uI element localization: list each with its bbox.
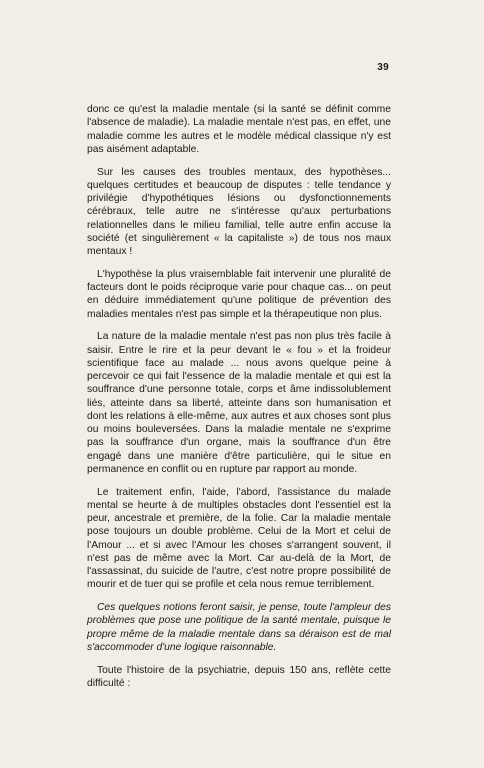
paragraph-nature: La nature de la maladie mentale n'est pas non plus très facile à saisir. Entre le rire et la peur devant le « fou » et la froideur scientifique face au malade ... nous avons quelque peine à percevoir ce qui fait l'essence de la maladie mentale et qui est la souffrance d'une personne totale, corps et âme indissolublement liés, atteinte dans sa liberté, atteinte dans son humanisation et dont les relations à elle-même, aux autres et aux choses sont plus ou moins bouleversées. Dans la maladie mentale ne s'exprime pas la souffrance d'un organe, mais la souffrance d'un être engagé dans une manière d'être particulière, qui le situe en permanence en conflit ou en rupture par rapport au monde. bbox=[87, 331, 391, 475]
paragraph-history: Toute l'histoire de la psychiatrie, depuis 150 ans, reflète cette difficulté : bbox=[87, 664, 391, 689]
paragraph-treatment: Le traitement enfin, l'aide, l'abord, l'assistance du malade mental se heurte à de multiples obstacles dont l'essentiel est la peur, ancestrale et première, de la folie. Car la maladie mentale pose toujours un double problème. Celui de la Mort et celui de l'Amour ... et si avec l'Amour les choses s'arrangent souvent, il n'est pas de même avec la Mort. Car au-delà de la Mort, de l'assassinat, du suicide de l'autre, c'est notre propre possibilité de mourir et de tuer qui se profile et cela nous remue terriblement. bbox=[87, 486, 391, 591]
body-text bbox=[87, 103, 391, 700]
paragraph-causes: Sur les causes des troubles mentaux, des hypothèses... quelques certitudes et beaucoup de disputes : telle tendance y privilégie d'hypothétiques lésions ou dysfonctionnements cérébraux, telle autre ne s'intéresse qu'aux perturbations relationnelles dans le milieu familial, telle autre enfin accuse la société (et singulièrement « la capitaliste ») de tous nos maux mentaux ! bbox=[87, 166, 391, 257]
paragraph-italic-conclusion: Ces quelques notions feront saisir, je pense, toute l'ampleur des problèmes que pose une politique de la santé mentale, puisque le propre même de la maladie mentale dans sa déraison est de mal s'accommoder d'une logique raisonnable. bbox=[87, 602, 391, 653]
paragraph-hypothesis: L'hypothèse la plus vraisemblable fait intervenir une pluralité de facteurs dont le poids réciproque varie pour chaque cas... on peut en déduire immédiatement qu'une politique de prévention des maladies mentales n'est pas simple et la thérapeutique non plus. bbox=[87, 268, 391, 320]
paragraph-intro: donc ce qu'est la maladie mentale (si la santé se définit comme l'absence de maladie). La maladie mentale n'est pas, en effet, une maladie comme les autres et le modèle médical classique n'y est pas aisément adaptable. bbox=[87, 104, 391, 155]
page-number: 39 bbox=[377, 62, 389, 73]
